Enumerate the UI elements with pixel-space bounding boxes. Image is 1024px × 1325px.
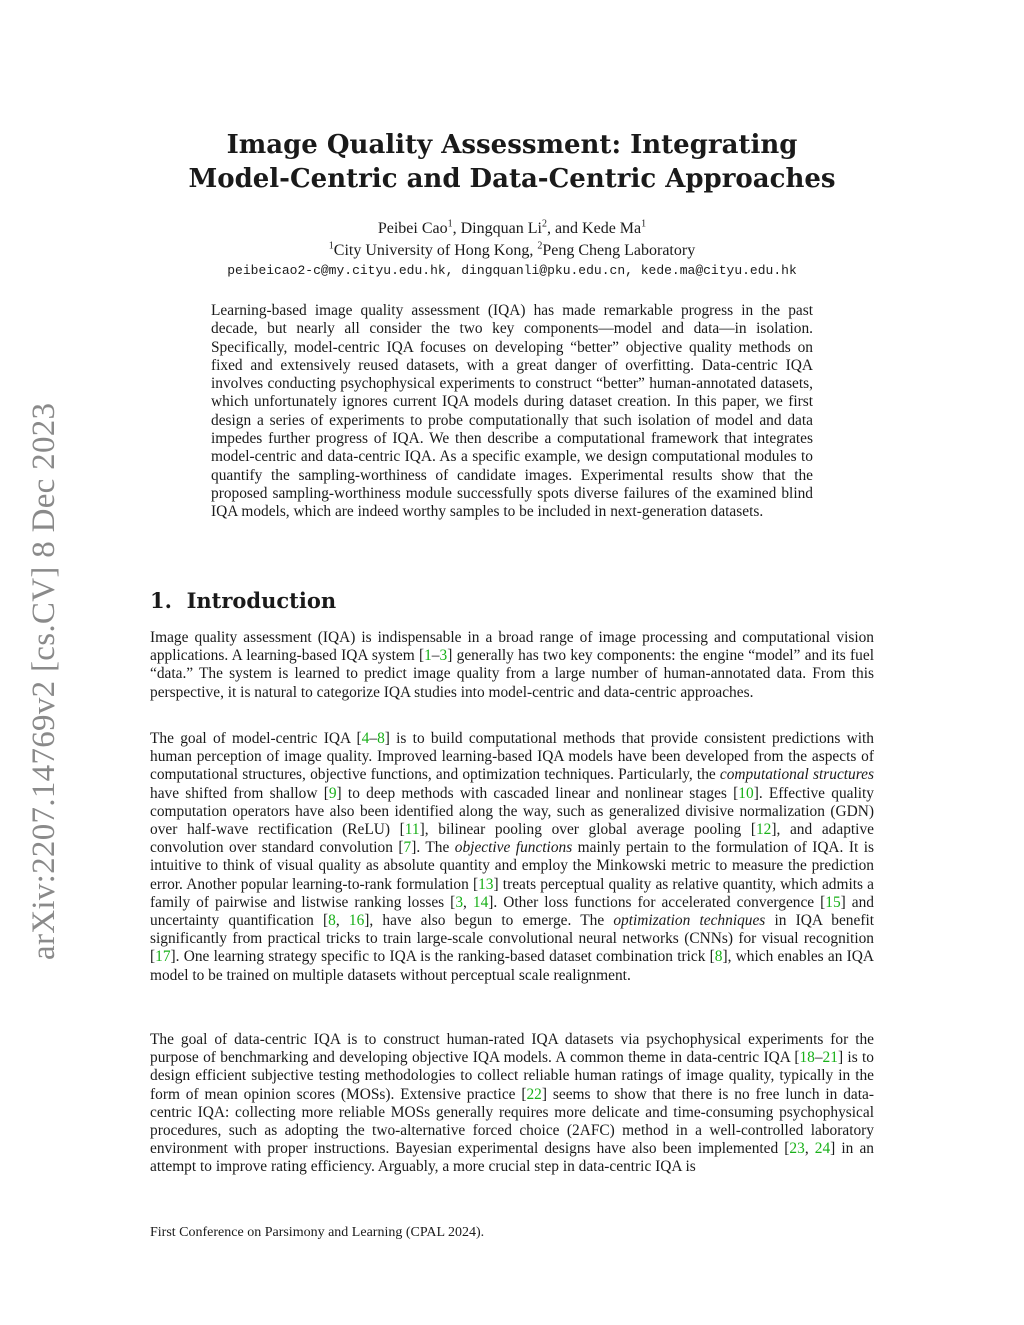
text: – [431, 647, 440, 665]
citation-link[interactable]: 10 [738, 784, 754, 802]
emphasis: computational structures [719, 766, 874, 784]
emphasis: optimization techniques [613, 912, 766, 930]
affiliation-mark: 1 [447, 218, 453, 230]
section-title: Introduction [186, 588, 337, 613]
citation-link[interactable]: 9 [328, 784, 337, 802]
author-separator: , [452, 220, 461, 237]
citation-link[interactable]: 12 [755, 821, 772, 839]
text: mainly pertain to the formulation of IQA. It is intuitive to think of visual quality as absolute quantity and employ the Minkowski metric to measure the prediction error. Another popular learning-to-rank formulation [ [150, 839, 874, 893]
citation-link[interactable]: 3 [455, 893, 464, 911]
text: ], bilinear pooling over global average pooling [ [419, 821, 756, 839]
text: – [369, 730, 378, 747]
text: The goal of model-centric IQA [ [150, 730, 362, 747]
citation-link[interactable]: 24 [814, 1140, 831, 1158]
abstract: Learning-based image quality assessment (IQA) has made remarkable progress in the past decade, but nearly all consider the two key components—model and data—in isolation. Specifically, model-centric IQA focuses on developing “better” objective quality methods on fixed and extensively reused datasets, with a great danger of overfitting. Data-centric IQA involves conducting psychophysical experiments to construct “better” human-annotated datasets, which unfortunately ignores current IQA models during dataset creation. In this paper, we first design a series of experiments to probe computationally that such isolation of model and data impedes further progress of IQA. We then describe a computational framework that integrates model-centric and data-centric IQA. As a specific example, we design computational modules to quantify the sampling-worthiness of candidate images. Experimental results show that the proposed sampling-worthiness module successfully spots diverse failures of the examined blind IQA models, which are indeed worthy samples to be included in next-generation datasets. [211, 302, 813, 521]
text: in IQA benefit significantly from practical tricks to train large-scale convolutional neural networks (CNNs) for visual recognition [ [150, 912, 875, 966]
author-name: Kede Ma [582, 220, 642, 237]
citation-link[interactable]: 3 [439, 647, 448, 665]
citation-link[interactable]: 15 [825, 893, 841, 911]
citation-link[interactable]: 16 [348, 912, 365, 930]
citation-link[interactable]: 8 [377, 730, 385, 747]
text: ], have also begun to emerge. The [364, 912, 614, 930]
citation-link[interactable]: 8 [714, 948, 723, 966]
section-heading [150, 587, 336, 615]
text: ] and uncertainty quantification [ [150, 893, 875, 930]
text: ] treats perceptual quality as relative quantity, which admits a family of pairwise and listwise ranking losses [ [150, 875, 874, 911]
author-name: Dingquan Li [460, 220, 542, 237]
section-number: 1. [150, 588, 172, 613]
text: ] is to build computational methods that provide consistent predictions with human perception of image quality. Improved learning-based IQA models have been developed from the aspects of computational structures, objective functions, and optimization techniques. Particularly, the [150, 730, 874, 784]
text: ]. Effective quality computation operators have also been identified along the way, such as generalized divisive normalization (GDN) over half-wave rectification (ReLU) [ [150, 784, 875, 839]
affiliation-mark: 1 [641, 218, 647, 230]
citation-link[interactable]: 17 [155, 948, 171, 966]
citation-link[interactable]: 4 [361, 730, 370, 747]
citation-link[interactable]: 18 [799, 1049, 815, 1067]
citation-link[interactable]: 11 [404, 821, 420, 839]
author-emails: peibeicao2-c@my.cityu.edu.hk, dingquanli@pku.edu.cn, kede.ma@cityu.edu.hk [227, 263, 797, 278]
author-name: Peibei Cao [377, 220, 448, 237]
emphasis: objective functions [454, 839, 573, 857]
text: ]. Other loss functions for accelerated convergence [ [488, 893, 826, 911]
affiliation-mark: 2 [541, 218, 547, 230]
text: The goal of data-centric IQA is to construct human-rated IQA datasets via psychophysical experiments for the purpose of benchmarking and developing objective IQA models. A common theme in data-centric IQA [ [150, 1031, 874, 1067]
text: ] to deep methods with cascaded linear and nonlinear stages [ [336, 784, 739, 802]
text: ] generally has two key components: the engine “model” and its fuel “data.” The system is learned to predict image quality from a large number of human-annotated data. From this perspective, it is natural to categorize IQA studies into model-centric and data-centric approaches. [150, 647, 874, 701]
affiliation-mark: 2 [537, 240, 543, 252]
text: ], and adaptive convolution over standard convolution [ [150, 821, 874, 857]
text: have shifted from shallow [ [150, 784, 329, 802]
text: , [335, 912, 349, 930]
title-line-1: Image Quality Assessment: Integrating [226, 130, 798, 160]
text: ], which enables an IQA model to be trained on multiple datasets without perceptual scale realignment. [150, 948, 874, 984]
paper-title [150, 128, 874, 196]
text: , [804, 1140, 815, 1158]
intro-paragraph-3 [150, 1031, 874, 1177]
affiliation-name: City University of Hong Kong, [333, 242, 538, 259]
text: – [814, 1049, 823, 1067]
citation-link[interactable]: 23 [789, 1140, 805, 1158]
text: , [463, 893, 473, 911]
affiliation-mark: 1 [328, 240, 334, 252]
author-separator: , and [546, 220, 583, 237]
text: ]. The [411, 839, 455, 857]
citation-link[interactable]: 14 [472, 893, 489, 911]
title-line-2: Model-Centric and Data-Centric Approaches [188, 164, 836, 194]
intro-paragraph-2 [150, 730, 874, 985]
conference-footnote: First Conference on Parsimony and Learning (CPAL 2024). [150, 1225, 485, 1240]
text: ] in an attempt to improve rating efficiency. Arguably, a more crucial step in data-centric IQA is [150, 1140, 874, 1176]
citation-link[interactable]: 1 [424, 647, 432, 665]
affiliations [150, 240, 874, 261]
text: ] is to design efficient subjective testing methodologies to collect reliable human ratings of image quality, typically in the form of mean opinion scores (MOSs). Extensive practice [ [150, 1049, 875, 1103]
text: Image quality assessment (IQA) is indispensable in a broad range of image processing and computational vision applications. A learning-based IQA system [ [150, 629, 874, 665]
citation-link[interactable]: 8 [328, 912, 336, 930]
text: ]. One learning strategy specific to IQA is the ranking-based dataset combination trick [ [170, 948, 715, 966]
intro-paragraph-1 [150, 629, 874, 702]
citation-link[interactable]: 13 [478, 875, 494, 893]
citation-link[interactable]: 22 [526, 1085, 542, 1103]
arxiv-identifier: arXiv:2207.14769v2 [cs.CV] 8 Dec 2023 [26, 402, 62, 960]
author-list [150, 218, 874, 239]
citation-link[interactable]: 7 [403, 839, 412, 857]
text: ] seems to show that there is no free lunch in data-centric IQA: collecting more reliable MOSs generally requires more delicate and time-consuming psychophysical procedures, such as adopting the two-alternative forced choice (2AFC) method in a well-controlled laboratory environment with proper instructions. Bayesian experimental designs have also been implemented [ [150, 1085, 874, 1158]
affiliation-name: Peng Cheng Laboratory [542, 242, 696, 259]
citation-link[interactable]: 21 [822, 1049, 838, 1067]
